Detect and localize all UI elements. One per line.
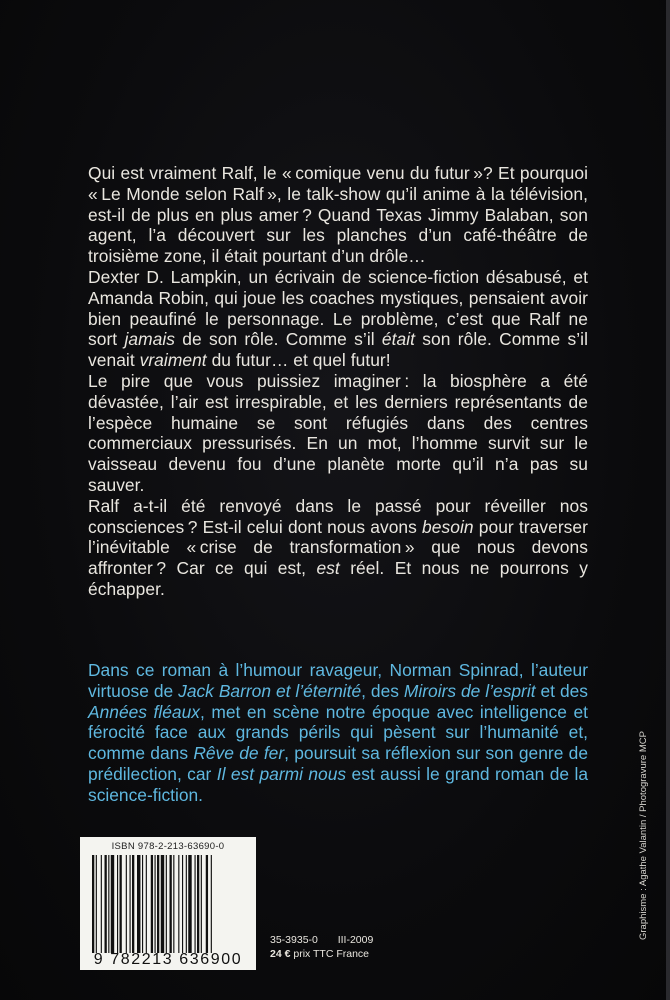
barcode-bar [108, 855, 109, 953]
synopsis-text: son rôle. Comme s’il venait [88, 329, 588, 371]
barcode-bar [157, 855, 159, 953]
design-credit: Graphisme : Agathe Valantin / Photogravure MCP [638, 731, 649, 940]
barcode-bar [96, 855, 97, 953]
barcode-bar [120, 855, 122, 953]
emphasis: jamais [124, 329, 176, 350]
emphasis: est [316, 558, 340, 579]
synopsis [88, 163, 588, 600]
barcode-bar [197, 855, 199, 953]
barcode-bar [117, 855, 118, 953]
book-title: Il est parmi nous [216, 763, 347, 784]
synopsis-text: de son rôle. Comme s’il [175, 329, 382, 350]
isbn-number: ISBN 978-2-213-63690-0 [111, 841, 225, 852]
barcode-bar [111, 855, 114, 953]
synopsis-paragraph [88, 163, 588, 267]
barcode-bar [126, 855, 127, 953]
barcode-bar [186, 855, 187, 953]
barcode-bar [166, 855, 167, 953]
book-title: Jack Barron et l’éternité [178, 680, 362, 701]
barcode-bar [151, 855, 153, 953]
synopsis-text: Dexter D. Lampkin, un écrivain de science-fiction désabusé, et Amanda Robin, qui joue les coaches mystiques, pensaient avoir bien peaufiné le personnage. Le problème, c’est que Ralf ne sort [88, 266, 588, 350]
barcode-bar [206, 855, 208, 953]
synopsis-text: Ralf a-t-il été renvoyé dans le passé pour réveiller nos consciences ? Est-il celui dont nous avons [88, 495, 588, 537]
synopsis-text: Qui est vraiment Ralf, le « comique venu du futur »? Et pourquoi « Le Monde selon Ralf », le talk-show qu’il anime à la télévision, est-il de plus en plus amer ? Quand Texas Jimmy Balaban, son agent, l’a découvert sur les planches d’un café-théâtre de troisième zone, il était pourtant d’un drôle… [88, 163, 588, 267]
catalog-codes [270, 933, 373, 961]
price-note: prix TTC France [290, 948, 370, 960]
barcode-bar [142, 855, 143, 953]
barcode-bar [178, 855, 179, 953]
author-pitch [88, 660, 588, 806]
barcode-bar [211, 855, 212, 953]
barcode-bar [130, 855, 131, 953]
barcode-bar [188, 855, 191, 953]
synopsis-text: pour traverser l’inévitable « crise de transformation » que nous devons affronter ? Car ce qui est, [88, 516, 588, 579]
pitch-text: et des [535, 680, 588, 701]
barcode-bar [101, 855, 102, 953]
synopsis-text: du futur… et quel futur! [206, 350, 391, 371]
pitch-text: , met en scène notre époque avec intelligence et férocité face aux grands périls qui pèsent sur l’humanité et, comme dans [88, 701, 588, 764]
barcode-bar [170, 855, 172, 953]
book-title: Rêve de fer [193, 743, 285, 764]
pitch-text: , poursuit sa réflexion sur son genre de prédilection, car [88, 743, 588, 784]
barcode-bar [195, 855, 196, 953]
barcode-bar [137, 855, 140, 953]
price: 24 € [270, 948, 291, 960]
barcode-label [80, 837, 256, 970]
synopsis-paragraph [88, 267, 588, 371]
barcode-bar [105, 855, 107, 953]
ean-number: 9 782213 636900 [93, 951, 243, 968]
barcode-bar [182, 855, 183, 953]
cover-edge [666, 0, 670, 1000]
barcode-bar [161, 855, 164, 953]
pitch-text: Dans ce roman à l’humour ravageur, Norman Spinrad, l’auteur virtuose de [88, 660, 588, 701]
emphasis: besoin [422, 516, 474, 537]
reference-code: 35-3935-0 [270, 934, 318, 946]
pitch-text: est aussi le grand roman de la science-fiction. [88, 763, 588, 805]
synopsis-text: Le pire que vous puissiez imaginer : la biosphère a été dévastée, l’air est irrespirable, et les derniers représentants de l’espèce humaine se sont réfugiés dans des centres commerciaux pressurisés. En un mot, l’homme survit sur le vaisseau devenu fou d’une planète morte qu’il n’a pas su sauver. [88, 370, 588, 495]
barcode-bar [155, 855, 156, 953]
synopsis-paragraph [88, 371, 588, 496]
barcode-bar [201, 855, 202, 953]
emphasis: vraiment [139, 350, 207, 371]
barcode-bars [92, 855, 244, 953]
reference-row [270, 933, 373, 947]
barcode-bar [92, 855, 94, 953]
synopsis-paragraph [88, 496, 588, 600]
barcode-bar [146, 855, 147, 953]
book-title: Miroirs de l’esprit [403, 680, 536, 701]
pitch-text: , des [361, 680, 404, 701]
book-title: Années fléaux [88, 701, 200, 722]
barcode-bar [132, 855, 134, 953]
emphasis: était [381, 329, 416, 350]
pitch-paragraph [88, 660, 588, 806]
barcode-bar [173, 855, 174, 953]
price-row [270, 947, 373, 961]
synopsis-text: réel. Et nous ne pourrons y échapper. [88, 558, 588, 599]
edition-code: III-2009 [337, 934, 374, 946]
